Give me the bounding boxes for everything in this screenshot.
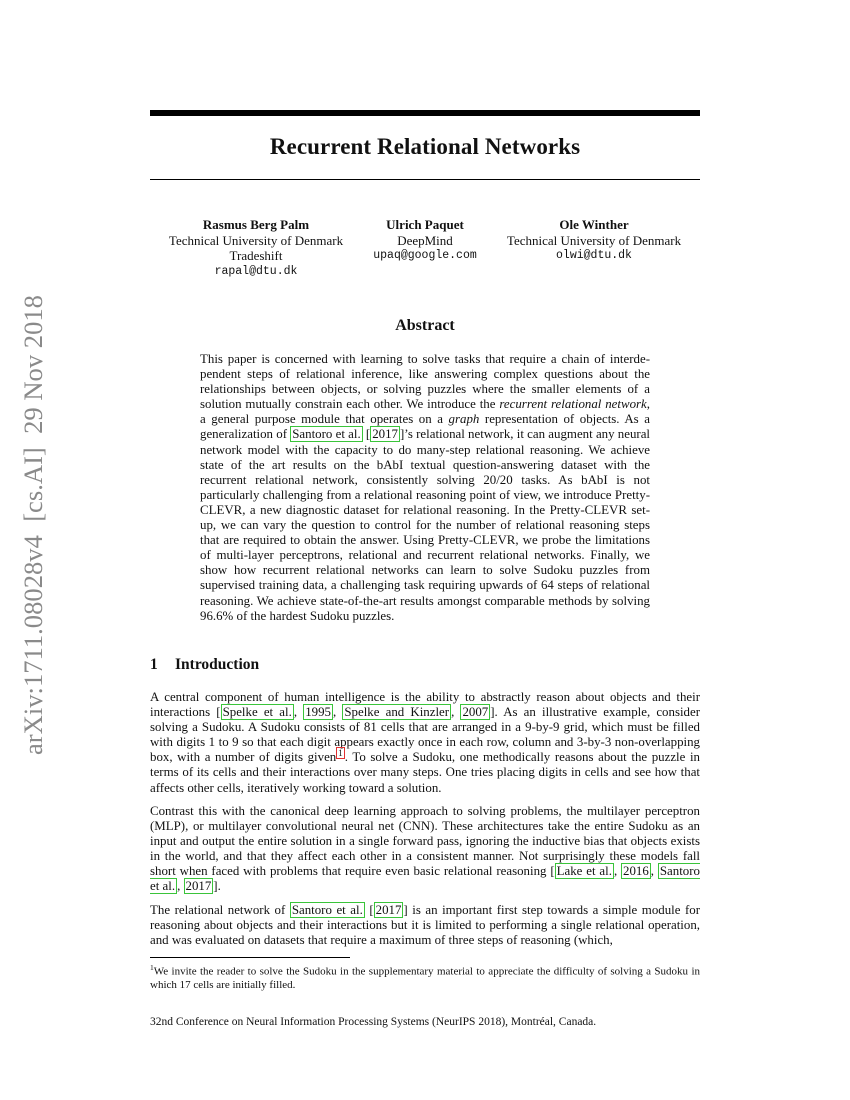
citation-link[interactable]: Santoro et al. [292, 427, 361, 442]
abstract-text: This paper is concerned with learning to solve tasks that require a chain of interdependent steps of relational inference, like answering complex questions about the relationships between objects, or solving puzzles where the smaller elements of a solution mutually constrain each other. We introduce the [200, 352, 650, 412]
citation-link[interactable]: Spelke et al. [222, 705, 292, 720]
abstract-body: This paper is concerned with learning to solve tasks that require a chain of interdependent steps of relational inference, like answering complex questions about the relationships between objects, or solving puzzles where the smaller elements of a solution mutually constrain each other. We introduce the recurrent relational network, a general purpose module that operates on a graph representation of objects. As a generalization of Santoro et al. [ 2017 ]’s relational network, it can augment any neural network model with the capacity to do many-step relational reasoning. We achieve state of the art results on the bAbI textual question-answering dataset with the recurrent relational network, consistently solving 20/20 tasks. As bAbI is not particularly challenging from a relational reasoning point of view, we introduce Pretty-CLEVR, a new diagnostic dataset for relational reasoning. In the Pretty-CLEVR set-up, we can vary the question to control for the number of relational reasoning steps that are required to obtain the answer. Using Pretty-CLEVR, we probe the limitations of multi-layer perceptrons, relational and recurrent relational networks. Finally, we show how recurrent relational networks can learn to solve Sudoku puzzles from supervised training data, a challenging task requiring upwards of 64 steps of relational reasoning. We achieve state-of-the-art results amongst comparable methods by solving 96.6% of the hardest Sudoku puzzles. [200, 352, 651, 623]
arxiv-stamp [2, 295, 50, 755]
author-email: rapal@dtu.dk [214, 264, 298, 278]
author-block-winther [488, 217, 700, 264]
footnote-text: We invite the reader to solve the Sudoku in the supplementary material to appreciate the difficulty of solving a Sudoku in which 17 cells are initially filled. [150, 965, 700, 992]
intro-paragraph-1: A central component of human intelligence is the ability to abstractly reason about objects and their interactions [ Spelke et al. , 1995 , Spelke and Kinzler , 2007 ]. As an illustrative example, consider solving a Sudoku. A Sudoku consists of 81 cells that are arranged in a 9-by-9 grid, which must be filled with digits 1 to 9 so that each digit appears exactly once in each row, column and 3-by-3 non-overlapping box, with a number of digits given $^1$ . To solve a Sudoku, one methodically reasons about the puzzle in terms of its cells and their interactions over many steps. One tries placing digits in cells and see how that affects other cells, iteratively working toward a solution. [150, 690, 701, 795]
footnote-rule [150, 957, 350, 958]
author-affiliation: Technical University of Denmark [168, 232, 344, 248]
conference-note: 32nd Conference on Neural Information Processing Systems (NeurIPS 2018), Montréal, Canada. [150, 1016, 597, 1028]
author-affiliation: Technical University of Denmark [506, 232, 682, 248]
title-top-rule [150, 110, 700, 116]
intro-paragraph-2: Contrast this with the canonical deep learning approach to solving problems, the multilayer perceptron (MLP), or multilayer convolutional neural net (CNN). These architectures take the entire Sudoku as an input and output the entire solution in a single forward pass, ignoring the inductive bias that objects exists in the world, and that they affect each other in a consistent manner. Not surprisingly these models fall short when faced with problems that require even basic relational reasoning [ Lake et al. , 2016 , Santoro et al. , 2017 ]. [150, 804, 700, 894]
section-heading [150, 656, 259, 674]
title-bottom-rule [150, 179, 700, 180]
author-block-palm [150, 217, 362, 279]
author-email: olwi@dtu.dk [556, 249, 632, 262]
paragraph-text: is an important first step towards a simple module for reasoning about objects and their interactions but it is limited to performing a single relational operation, and was evaluated on datasets that require a maximum of three steps of reasoning (which, [150, 903, 701, 948]
paragraph-text: The relational network of [150, 903, 290, 917]
author-block-paquet [362, 217, 488, 264]
paragraph-text: ]. As an illustrative example, consider solving a Sudoku. A Sudoku consists of 81 cells that are arranged in a 9-by-9 grid, which must be filled with digits 1 to 9 so that each digit appears exactly once in each row, column and 3-by-3 non-overlapping box, with a number of digits given [150, 705, 701, 765]
citation-link[interactable]: Santoro et al. [150, 864, 700, 894]
citation-link[interactable]: Lake et al. [556, 864, 612, 879]
paragraph-text: ]. [213, 879, 221, 894]
abstract-text: ’s relational network, it can augment any neural network model with the capacity to do many-step relational reasoning. We achieve state of the art results on the bAbI textual question-answering dataset with the recurrent relational network, consistently solving 20/20 tasks. As bAbI is not particularly challenging from a relational reasoning point of view, we introduce Pretty-CLEVR, a new diagnostic dataset for relational reasoning. In the Pretty-CLEVR set-up, we can vary the question to control for the number of relational reasoning steps that are required to obtain the answer. Using Pretty-CLEVR, we probe the limitations of multi-layer perceptrons, relational and recurrent relational networks. Finally, we show how recurrent relational networks can learn to solve Sudoku puzzles from supervised training data, a challenging task requiring upwards of 64 steps of relational reasoning. We achieve state-of-the-art results amongst comparable methods by solving 96.6% of the hardest Sudoku puzzles. [200, 427, 651, 623]
arxiv-stamp-text: arXiv:1711.08028v4 [cs.AI] 29 Nov 2018 [19, 305, 48, 755]
paragraph-text: A central component of human intelligence is the ability to abstractly reason about objects and their interactions [ [150, 690, 700, 720]
citation-link[interactable]: Santoro et al. [291, 903, 363, 917]
abstract-heading: Abstract [395, 317, 455, 334]
section-title: Introduction [175, 656, 260, 673]
author-name: Ulrich Paquet [386, 217, 464, 232]
citation-year-link[interactable]: 2017 [185, 879, 212, 894]
section-number: 1 [150, 656, 158, 673]
paragraph-text: . To solve a Sudoku, one methodically reasons about the puzzle in terms of its cells and their interactions over many steps. One tries placing digits in cells and see how that affects other cells, iteratively working toward a solution. [150, 750, 700, 795]
author-affiliation: Tradeshift [229, 248, 283, 263]
abstract-text: , a general purpose module that operates on a [200, 397, 651, 427]
abstract-emphasis: recurrent relational network [499, 397, 647, 412]
author-name: Rasmus Berg Palm [202, 217, 310, 232]
intro-paragraph-3: The relational network of Santoro et al. [ 2017 ] is an important first step towards a simple module for reasoning about objects and their interactions but it is limited to performing a single relational operation, and was evaluated on datasets that require a maximum of three steps of reasoning (which, [150, 903, 701, 948]
footnote [150, 961, 700, 993]
author-email: upaq@google.com [373, 249, 477, 262]
citation-link[interactable]: Spelke and Kinzler [344, 705, 450, 720]
footnote-ref-link[interactable]: 1 [338, 748, 343, 759]
citation-year-link[interactable]: 2017 [372, 427, 398, 442]
citation-year-link[interactable]: 1995 [305, 705, 331, 720]
author-name: Ole Winther [559, 217, 629, 232]
abstract-text: representation of objects. As a generalization of [200, 412, 650, 442]
citation-year-link[interactable]: 2017 [375, 903, 402, 917]
abstract-emphasis: graph [448, 412, 480, 427]
author-affiliation: DeepMind [397, 232, 453, 248]
citation-year-link[interactable]: 2007 [462, 705, 489, 720]
paper-title: Recurrent Relational Networks [269, 134, 581, 159]
paragraph-text: Contrast this with the canonical deep learning approach to solving problems, the multilayer perceptron (MLP), or multilayer convolutional neural net (CNN). These architectures take the entire Sudoku as an input and output the entire solution in a single forward pass, ignoring the inductive bias that objects exists in the world, and that they affect each other in a consistent manner. Not surprisingly these models fall short when faced with problems that require even basic relational reasoning [ [150, 804, 700, 879]
citation-year-link[interactable]: 2016 [623, 864, 649, 879]
footnote-mark: 1 [150, 963, 154, 972]
arxiv-stamp-svg [2, 295, 50, 755]
